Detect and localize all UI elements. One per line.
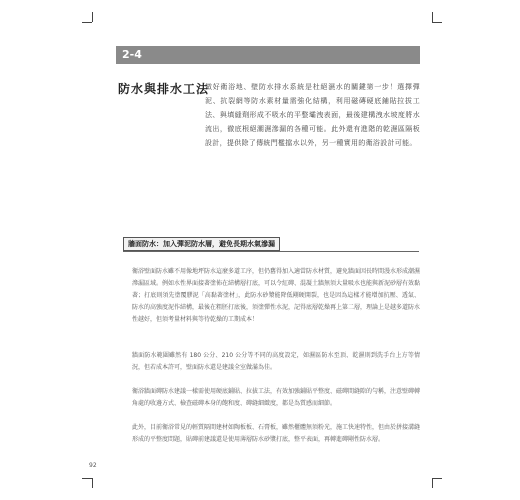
body-paragraph: 衛浴壁面防水雖不用像地坪防水這麼多道工序，但仍舊得加入適當防水材質，避免牆面因長時間漫水形成潮濕滲漏區域。例如水性界面接著塗佈在結構層打底，可以令紅磚、混凝土牆無須大量吸水也能與新泥砂層有效黏著；打底則須先塗覆膠泥「高黏著塗材」，此防水砂漿能降低剛硬開裂，也是因為這樣才能增加抗壓、透氣、防水的高強度泥作結構，最後在粗胚打底後，須塗彈性水泥，記得底層乾燥再上第二層，理論上是越多道防水性越好，但須考量材料與等待乾燥的工期成本！ [132, 268, 421, 323]
crop-mark [92, 12, 93, 22]
crop-mark [82, 22, 92, 23]
crop-mark [92, 478, 93, 488]
crop-mark [82, 478, 92, 479]
section-title: 防水與排水工法 [118, 82, 210, 96]
crop-mark [432, 478, 433, 488]
crop-mark [432, 478, 442, 479]
body-paragraph: 衛浴牆面磚防水建議一樣需使用硬底鋪貼、拉拔工法，有效加強鋪貼平整度、磁磚間縫隙的勻稱，注意壁磚轉角處的收邊方式、檢查磁磚本身的飽和度、磚縫細緻度，都是為質感而細節。 [132, 388, 421, 407]
body-paragraph: 牆面防水範圍雖然有 180 公分、210 公分等不同的高度設定，如濕區防水至頂、乾濕則到洗手台上方等情況，但若成本許可，壁面防水還是建議全室做滿為佳。 [132, 352, 420, 371]
chapter-header-bar [116, 46, 420, 64]
section-intro: 做好衛浴地、壁防水排水系統是杜絕濕水的關鍵第一步！選擇彈泥、抗裂網等防水素材量需強化結構，利用磁磚硬底鋪貼拉拔工法、與填縫劑形成不吸水的平整壩洩表面，最後建構洩水坡度將水流出，徹底根絕潮濕滲漏的各種可能。此外還有進階的乾濕區隔板設計，提供除了傳統門檻擋水以外，另一種實用的衛浴設計可能。 [205, 83, 420, 147]
crop-mark [432, 12, 433, 22]
chapter-number: 2-4 [122, 48, 142, 61]
subsection-heading: 牆面防水：加入彈泥防水層，避免長期水氣滲漏 [123, 237, 280, 251]
crop-mark [432, 22, 442, 23]
heading-rule [123, 251, 419, 252]
page-number: 92 [89, 462, 97, 469]
body-paragraph: 此外，目前衛浴常見的輕質隔間建材如陶板板、石膏板，雖然櫃體無須粉光，施工快速特性，但由於拼接溝縫形成的平整度問題，貼磚前建議還是使用薄層防水砂漿打底，整平表面，再轉進磚剛性防水層。 [132, 424, 421, 443]
